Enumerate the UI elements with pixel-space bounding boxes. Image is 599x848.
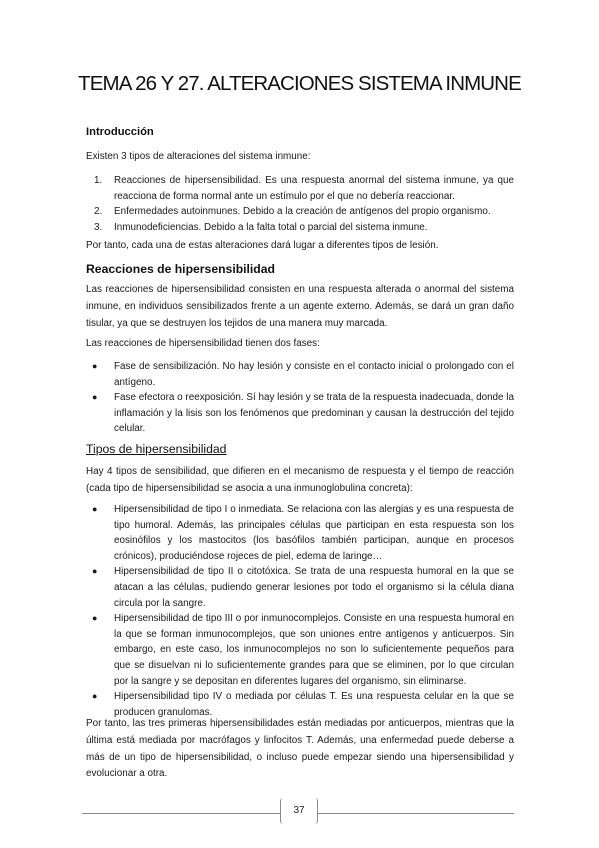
- bullet-icon: ●: [92, 691, 98, 702]
- list-number: 3.: [94, 221, 103, 233]
- bullet-icon: ●: [92, 566, 98, 577]
- hypersensitivity-paragraph: Las reacciones de hipersensibilidad consisten en una respuesta alterada o anormal del sistema inmune, en individuos sensibilizados frente a un agente externo. Además, se dará un gran daño tisular, ya que se destruyen los tejidos de una manera muy marcada.: [86, 284, 514, 329]
- list-item-text: Hipersensibilidad de tipo III o por inmunocomplejos. Consiste en una respuesta humoral en la que se forman inmunocomplejos, que son uniones entre antígenos y anticuerpos. Sin embargo, en este caso, los inmunocomplejos no son lo suficientemente pequeños para que se disuelvan ni lo suficientemente grandes para que se eliminen, por lo que circulan por la sangre y se depositan en diferentes lugares del organismo, sin eliminarse.: [114, 613, 514, 687]
- bullet-icon: ●: [92, 613, 98, 624]
- list-item: [86, 359, 514, 390]
- intro-closing: Por tanto, cada una de estas alteraciones dará lugar a diferentes tipos de lesión.: [86, 240, 439, 251]
- list-item: [86, 204, 514, 220]
- list-item-text: Hipersensibilidad de tipo I o inmediata. Se relaciona con las alergias y es una respuesta de tipo humoral. Además, las principales células que participan en esta respuesta son los eosinófilos y los mastocitos (los basófilos también participan, aunque en procesos crónicos), produciéndose rojeces de piel, edema de laringe…: [114, 504, 514, 562]
- list-item-text: Fase de sensibilización. No hay lesión y consiste en el contacto inicial o prolongado con el antígeno.: [114, 361, 514, 388]
- bullet-icon: ●: [92, 392, 98, 403]
- list-item-text: Reacciones de hipersensibilidad. Es una respuesta anormal del sistema inmune, ya que reacciona de forma normal ante un estímulo por el que no debería reaccionar.: [114, 175, 514, 202]
- bullet-icon: ●: [92, 361, 98, 371]
- list-item-text: Fase efectora o reexposición. Sí hay lesión y se trata de la respuesta inadecuada, donde la inflamación y la lisis son los fenómenos que predominan y causan la destrucción del tejido celular.: [114, 392, 514, 435]
- list-number: 1.: [94, 175, 103, 186]
- list-item: [86, 564, 514, 611]
- types-list: [86, 502, 514, 720]
- list-number: 2.: [94, 206, 103, 218]
- list-item: [86, 502, 514, 564]
- list-item-text: Enfermedades autoinmunes. Debido a la creación de antígenos del propio organismo.: [114, 206, 491, 218]
- phases-lead: Las reacciones de hipersensibilidad tienen dos fases:: [86, 338, 320, 349]
- list-item-text: Inmunodeficiencias. Debido a la falta total o parcial del sistema inmune.: [114, 221, 428, 233]
- intro-heading: Introducción: [86, 126, 154, 138]
- list-item-text: Hipersensibilidad tipo IV o mediada por células T. Es una respuesta celular en la que se producen granulomas.: [114, 691, 514, 718]
- list-item: [86, 390, 514, 437]
- footer-rule-right: [316, 813, 514, 814]
- types-closing: Por tanto, las tres primeras hipersensibilidades están mediadas por anticuerpos, mientras que la última está mediada por macrófagos y linfocitos T. Además, una enfermedad puede deberse a más de un tipo de hipersensibilidad, o incluso puede empezar siendo una hipersensibilidad y evolucionar a otra.: [86, 718, 514, 780]
- intro-list: [86, 173, 514, 235]
- types-lead: Hay 4 tipos de sensibilidad, que difieren en el mecanismo de respuesta y el tiempo de reacción (cada tipo de hipersensibilidad se asocia a una inmunoglobulina concreta):: [86, 466, 514, 494]
- list-item-text: Hipersensibilidad de tipo II o citotóxica. Se trata de una respuesta humoral en la que se atacan a las células, pudiendo generar lesiones por todo el organismo si la célula diana circula por la sangre.: [114, 566, 514, 609]
- page-title: TEMA 26 Y 27. ALTERACIONES SISTEMA INMUNE: [78, 72, 521, 95]
- footer-rule-left: [82, 813, 280, 814]
- list-item: [86, 611, 514, 689]
- page-number: 37: [280, 798, 318, 824]
- bullet-icon: ●: [92, 504, 98, 514]
- types-heading: Tipos de hipersensibilidad: [86, 442, 227, 456]
- intro-lead: Existen 3 tipos de alteraciones del sistema inmune:: [86, 151, 311, 162]
- list-item: [86, 173, 514, 204]
- phases-list: [86, 359, 514, 437]
- hypersensitivity-heading: Reacciones de hipersensibilidad: [86, 262, 275, 276]
- list-item: [86, 220, 514, 236]
